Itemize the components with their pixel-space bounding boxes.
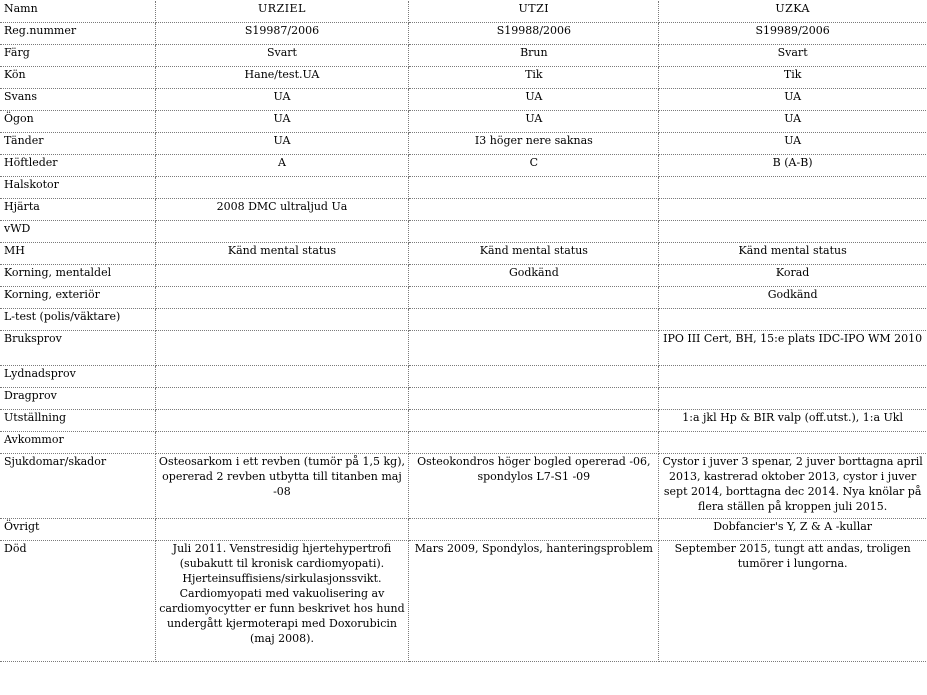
row-label: Kön [0, 67, 155, 89]
dog-name-uzka: UZKA [659, 1, 926, 23]
row-hoftleder [0, 155, 926, 177]
cell-uzka: Cystor i juver 3 spenar, 2 juver borttagna april 2013, kastrerad oktober 2013, cystor i juver sept 2014, borttagna dec 2014. Nya knölar på flera ställen på kroppen juli 2015. [659, 454, 926, 519]
cell-utzi [409, 309, 659, 331]
cell-urziel: Osteosarkom i ett revben (tumör på 1,5 kg), opererad 2 revben utbytta till titanben maj -08 [155, 454, 409, 519]
cell-urziel [155, 177, 409, 199]
cell-utzi: Känd mental status [409, 243, 659, 265]
cell-uzka: Tik [659, 67, 926, 89]
header-label: Namn [0, 1, 155, 23]
cell-utzi [409, 366, 659, 388]
cell-urziel [155, 519, 409, 541]
cell-utzi [409, 388, 659, 410]
cell-urziel [155, 265, 409, 287]
cell-urziel: 2008 DMC ultraljud Ua [155, 199, 409, 221]
cell-uzka [659, 177, 926, 199]
row-label: Utställning [0, 410, 155, 432]
cell-utzi [409, 331, 659, 366]
row-lydnadsprov [0, 366, 926, 388]
cell-uzka: UA [659, 133, 926, 155]
cell-utzi: Osteokondros höger bogled opererad -06, spondylos L7-S1 -09 [409, 454, 659, 519]
row-reg-nummer [0, 23, 926, 45]
cell-utzi: Brun [409, 45, 659, 67]
cell-utzi: S19988/2006 [409, 23, 659, 45]
cell-urziel: Hane/test.UA [155, 67, 409, 89]
cell-uzka [659, 432, 926, 454]
cell-utzi [409, 221, 659, 243]
row-label: vWD [0, 221, 155, 243]
row-ogon [0, 111, 926, 133]
cell-uzka: B (A-B) [659, 155, 926, 177]
cell-utzi: C [409, 155, 659, 177]
cell-uzka: September 2015, tungt att andas, troligen tumörer i lungorna. [659, 541, 926, 662]
cell-urziel [155, 287, 409, 309]
row-utstallning [0, 410, 926, 432]
cell-utzi [409, 177, 659, 199]
row-label-main: L-test [4, 310, 37, 323]
cell-urziel: UA [155, 89, 409, 111]
row-farg [0, 45, 926, 67]
cell-uzka: 1:a jkl Hp & BIR valp (off.utst.), 1:a Ukl [659, 410, 926, 432]
cell-urziel: Känd mental status [155, 243, 409, 265]
cell-uzka: S19989/2006 [659, 23, 926, 45]
row-label: Sjukdomar/skador [0, 454, 155, 519]
row-label [0, 309, 155, 331]
row-label: MH [0, 243, 155, 265]
cell-utzi: UA [409, 111, 659, 133]
cell-urziel: UA [155, 111, 409, 133]
row-label: Ögon [0, 111, 155, 133]
row-label: Höftleder [0, 155, 155, 177]
row-label: Färg [0, 45, 155, 67]
row-dod [0, 541, 926, 662]
cell-urziel [155, 221, 409, 243]
cell-urziel: Svart [155, 45, 409, 67]
cell-uzka [659, 199, 926, 221]
row-avkommor [0, 432, 926, 454]
cell-utzi: UA [409, 89, 659, 111]
dog-name-utzi: UTZI [409, 1, 659, 23]
row-hjarta [0, 199, 926, 221]
cell-urziel [155, 331, 409, 366]
cell-urziel [155, 410, 409, 432]
row-label: Avkommor [0, 432, 155, 454]
cell-utzi: Godkänd [409, 265, 659, 287]
cell-utzi [409, 432, 659, 454]
cell-uzka: Korad [659, 265, 926, 287]
dog-health-table [0, 1, 926, 662]
cell-utzi: Tik [409, 67, 659, 89]
cell-urziel: S19987/2006 [155, 23, 409, 45]
row-label: Hjärta [0, 199, 155, 221]
row-tander [0, 133, 926, 155]
cell-uzka: Dobfancier's Y, Z & A -kullar [659, 519, 926, 541]
cell-urziel: A [155, 155, 409, 177]
cell-utzi: I3 höger nere saknas [409, 133, 659, 155]
row-label: Dragprov [0, 388, 155, 410]
cell-uzka: UA [659, 111, 926, 133]
cell-utzi [409, 410, 659, 432]
row-dragprov [0, 388, 926, 410]
row-label: Lydnadsprov [0, 366, 155, 388]
row-label: Död [0, 541, 155, 662]
header-row [0, 1, 926, 23]
row-svans [0, 89, 926, 111]
cell-uzka [659, 366, 926, 388]
row-ovrigt [0, 519, 926, 541]
cell-uzka: Svart [659, 45, 926, 67]
row-label: Övrigt [0, 519, 155, 541]
row-kon [0, 67, 926, 89]
cell-urziel [155, 432, 409, 454]
row-label: Halskotor [0, 177, 155, 199]
cell-uzka [659, 388, 926, 410]
cell-uzka [659, 221, 926, 243]
cell-urziel: Juli 2011. Venstresidig hjertehypertrofi (subakutt til kronisk cardiomyopati). Hjerteinsuffisiens/sirkulasjonssvikt. Cardiomyopati med vakuolisering av cardiomyocytter er funn beskrivet hos hund undergått kjermoterapi med Doxorubicin (maj 2008). [155, 541, 409, 662]
cell-urziel [155, 366, 409, 388]
dog-name-urziel: URZIEL [155, 1, 409, 23]
cell-utzi [409, 519, 659, 541]
row-label: Reg.nummer [0, 23, 155, 45]
row-halskotor [0, 177, 926, 199]
row-label: Korning, mentaldel [0, 265, 155, 287]
cell-urziel [155, 309, 409, 331]
cell-utzi [409, 287, 659, 309]
row-korning-mentaldel [0, 265, 926, 287]
row-label: Bruksprov [0, 331, 155, 366]
cell-utzi [409, 199, 659, 221]
row-bruksprov [0, 331, 926, 366]
cell-urziel [155, 388, 409, 410]
cell-utzi: Mars 2009, Spondylos, hanteringsproblem [409, 541, 659, 662]
row-label: Korning, exteriör [0, 287, 155, 309]
row-mh [0, 243, 926, 265]
cell-urziel: UA [155, 133, 409, 155]
cell-uzka: IPO III Cert, BH, 15:e plats IDC-IPO WM 2010 [659, 331, 926, 366]
row-sjukdomar-skador [0, 454, 926, 519]
row-label: Tänder [0, 133, 155, 155]
cell-uzka: Godkänd [659, 287, 926, 309]
row-label-suffix: (polis/väktare) [39, 310, 121, 323]
cell-uzka: Känd mental status [659, 243, 926, 265]
row-label: Svans [0, 89, 155, 111]
row-vwd [0, 221, 926, 243]
cell-uzka [659, 309, 926, 331]
row-korning-exterior [0, 287, 926, 309]
cell-uzka: UA [659, 89, 926, 111]
row-l-test [0, 309, 926, 331]
